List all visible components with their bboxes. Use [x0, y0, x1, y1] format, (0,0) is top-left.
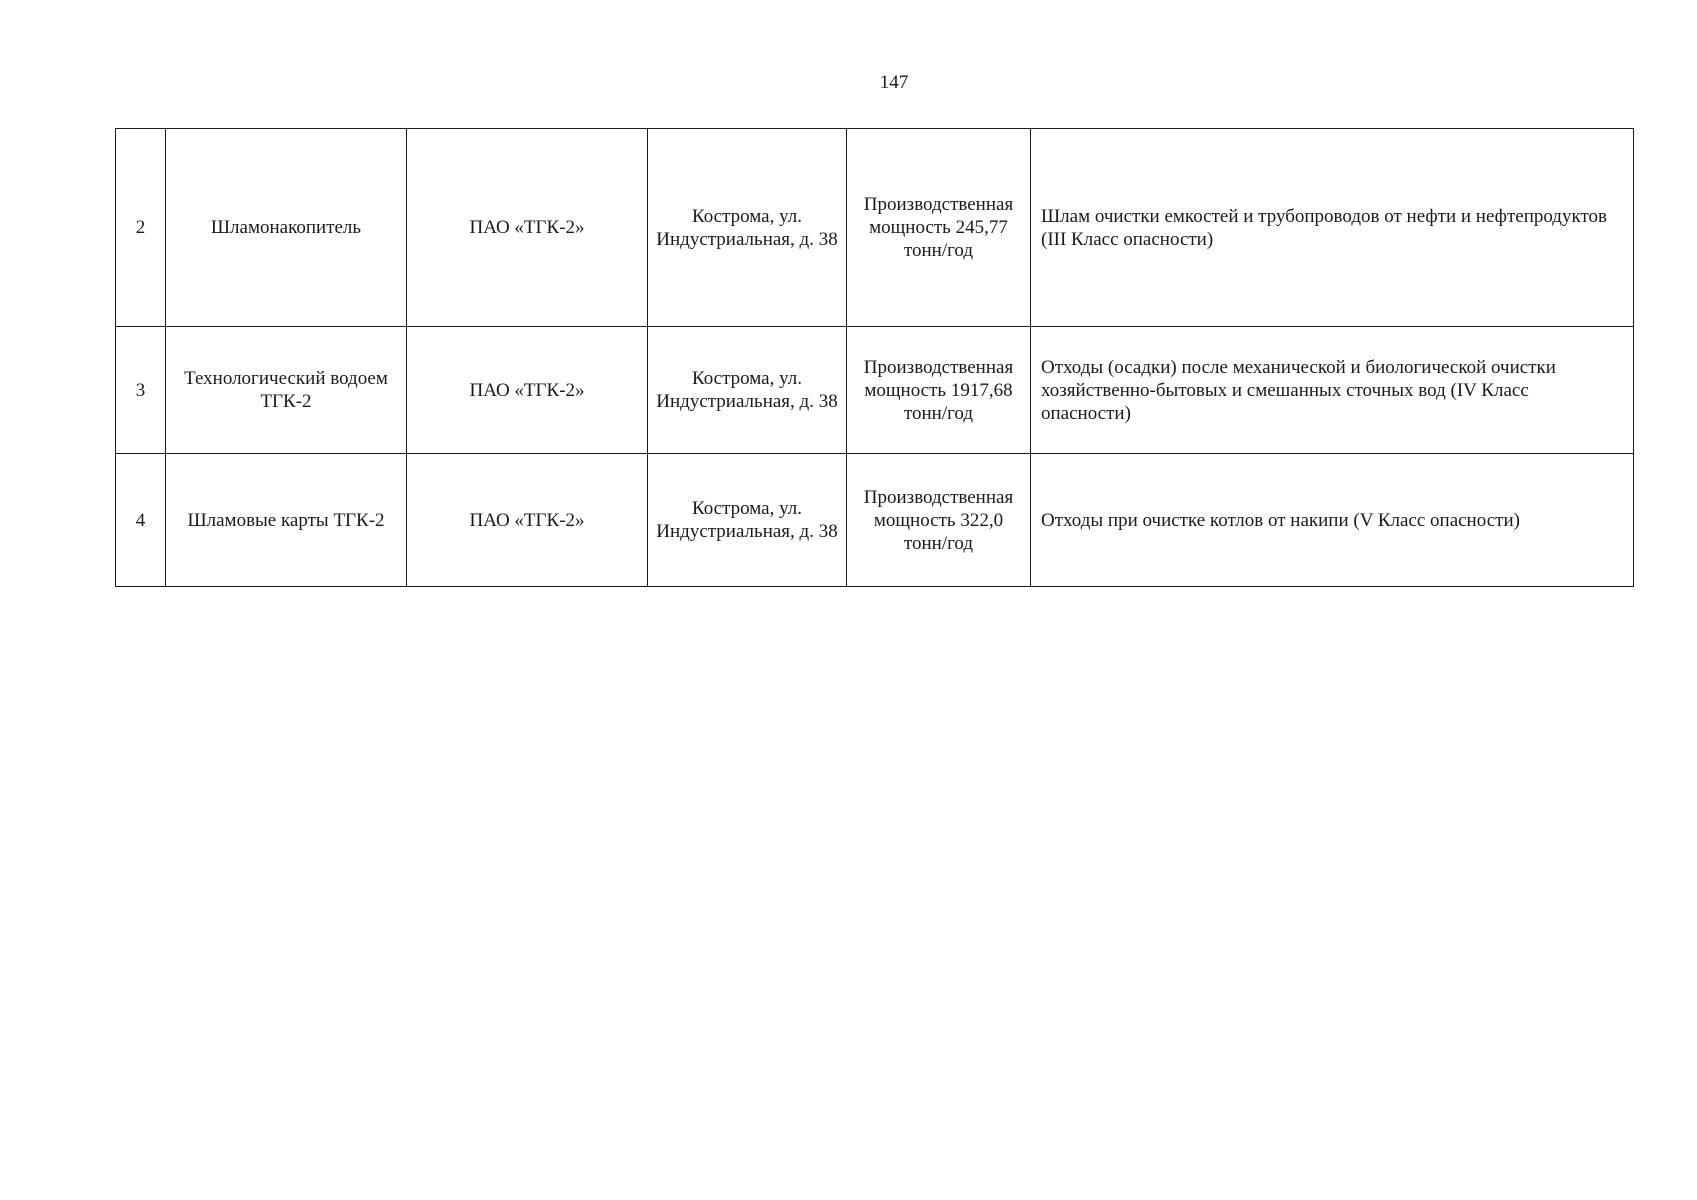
table-row: [116, 327, 1634, 454]
owner-name: ПАО «ТГК-2»: [407, 327, 648, 454]
facilities-table: [115, 128, 1634, 587]
table-row: [116, 454, 1634, 587]
production-capacity: Производственная мощность 1917,68 тонн/год: [847, 327, 1031, 454]
table-row: [116, 129, 1634, 327]
facility-name: Технологический водоем ТГК-2: [166, 327, 407, 454]
facility-address: Кострома, ул. Индустриальная, д. 38: [648, 327, 847, 454]
facility-name: Шламовые карты ТГК-2: [166, 454, 407, 587]
row-number: 3: [116, 327, 166, 454]
page-number: 147: [879, 72, 909, 93]
row-number: 2: [116, 129, 166, 327]
owner-name: ПАО «ТГК-2»: [407, 454, 648, 587]
production-capacity: Производственная мощность 245,77 тонн/год: [847, 129, 1031, 327]
production-capacity: Производственная мощность 322,0 тонн/год: [847, 454, 1031, 587]
waste-description: Отходы (осадки) после механической и биологической очистки хозяйственно-бытовых и смешанных сточных вод (IV Класс опасности): [1031, 327, 1634, 454]
waste-description: Отходы при очистке котлов от накипи (V Класс опасности): [1031, 454, 1634, 587]
facility-address: Кострома, ул. Индустриальная, д. 38: [648, 129, 847, 327]
owner-name: ПАО «ТГК-2»: [407, 129, 648, 327]
facility-address: Кострома, ул. Индустриальная, д. 38: [648, 454, 847, 587]
waste-description: Шлам очистки емкостей и трубопроводов от нефти и нефтепродуктов (III Класс опасности): [1031, 129, 1634, 327]
facility-name: Шламонакопитель: [166, 129, 407, 327]
row-number: 4: [116, 454, 166, 587]
